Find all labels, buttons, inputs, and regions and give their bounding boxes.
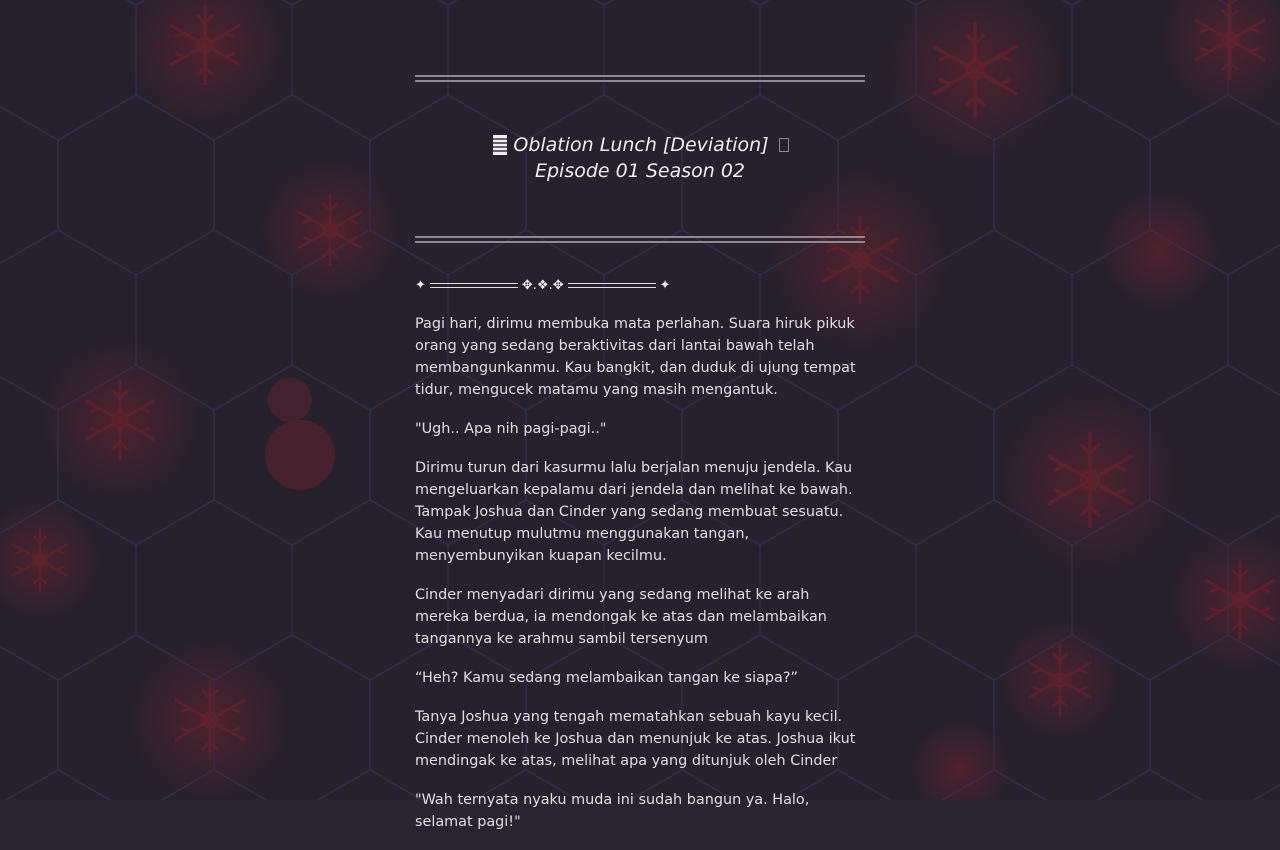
story-paragraph: “Heh? Kamu sedang melambaikan tangan ke siapa?” — [415, 670, 798, 686]
top-divider — [415, 75, 865, 82]
story-paragraph: Dirimu turun dari kasurmu lalu berjalan menuju jendela. Kau mengeluarkan kepalamu dari jendela dan melihat ke bawah. Tampak Joshua dan Cinder yang sedang membuat sesuatu. Kau menutup mulutmu menggunakan tangan, menyembunyikan kuapan kecilmu. — [415, 460, 853, 564]
story-paragraph: "Wah ternyata nyaku muda ini sudah bangun ya. Halo, selamat pagi!" — [415, 792, 810, 830]
story-paragraph: Pagi hari, dirimu membuka mata perlahan. Suara hiruk pikuk orang yang sedang beraktivitas dari lantai bawah telah membangunkanmu. Kau bangkit, dan duduk di ujung tempat tidur, mengucek matamu yang masih mengantuk. — [415, 316, 856, 398]
ornament-line-left — [430, 283, 518, 288]
scroll-icon — [491, 134, 509, 156]
post-title: Oblation Lunch [Deviation] — [513, 134, 769, 156]
story-paragraph: "Ugh.. Apa nih pagi-pagi.." — [415, 421, 607, 437]
missing-glyph-icon — [779, 138, 789, 152]
bottom-divider — [415, 236, 865, 243]
sparkle-icon: ✦ — [659, 277, 671, 293]
story-paragraph: Tanya Joshua yang tengah mematahkan sebuah kayu kecil. Cinder menoleh ke Joshua dan menunjuk ke atas. Joshua ikut mendingak ke atas, melihat apa yang ditunjuk oleh Cinder — [415, 709, 856, 769]
sparkle-icon: ✦ — [415, 277, 426, 293]
ornament-divider — [415, 275, 675, 295]
post-title-row — [415, 132, 865, 158]
story-body — [415, 313, 867, 850]
ornament-line-right — [568, 283, 656, 288]
story-paragraph: Cinder menyadari dirimu yang sedang melihat ke arah mereka berdua, ia mendongak ke atas dan melambaikan tangannya ke arahmu sambil tersenyum — [415, 587, 827, 647]
post-header — [415, 132, 865, 184]
post-subtitle: Episode 01 Season 02 — [534, 160, 746, 182]
ornament-center: ✥.❖.✥ — [521, 277, 564, 293]
